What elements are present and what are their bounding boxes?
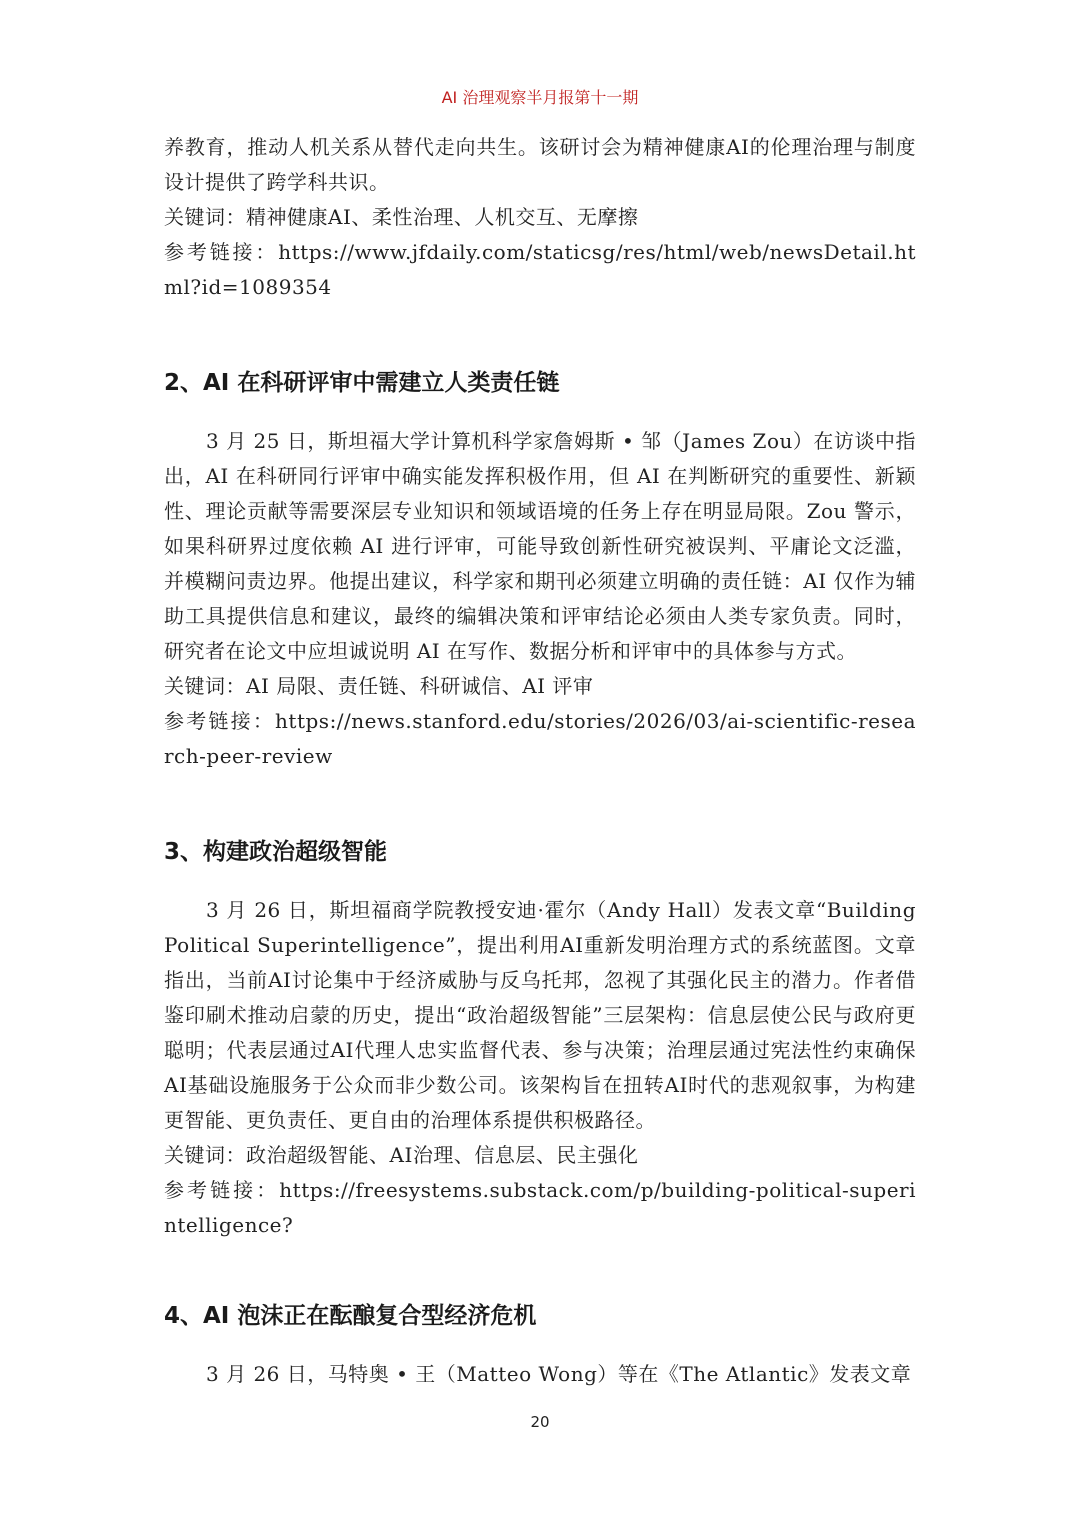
body-paragraph: 3 月 26 日，斯坦福商学院教授安迪·霍尔（Andy Hall）发表文章“Building Political Superintelligence”，提出利用AI重新发明治理方式的系统蓝图。文章指出，当前AI讨论集中于经济威胁与反乌托邦，忽视了其强化民主的潜力。作者借鉴印刷术推动启蒙的历史，提出“政治超级智能”三层架构：信息层使公民与政府更聪明；代表层通过AI代理人忠实监督代表、参与决策；治理层通过宪法性约束确保AI基础设施服务于公众而非少数公司。该架构旨在扭转AI时代的悲观叙事，为构建更智能、更负责任、更自由的治理体系提供积极路径。 bbox=[164, 898, 916, 1132]
keywords-line: 关键词：AI 局限、责任链、科研诚信、AI 评审 bbox=[164, 674, 594, 698]
page-number: 20 bbox=[530, 1413, 550, 1431]
section-3 bbox=[164, 836, 916, 1243]
running-header: AI 治理观察半月报第十一期 bbox=[441, 88, 639, 107]
section-heading: 3、构建政治超级智能 bbox=[164, 839, 388, 865]
keywords-line: 关键词：政治超级智能、AI治理、信息层、民主强化 bbox=[164, 1143, 639, 1167]
body-paragraph: 3 月 26 日，马特奥 • 王（Matteo Wong）等在《The Atlantic》发表文章 bbox=[206, 1362, 912, 1386]
reference-link[interactable]: 参考链接：https://www.jfdaily.com/staticsg/res/html/web/newsDetail.html?id=1089354 bbox=[164, 240, 916, 299]
page-content bbox=[164, 130, 916, 1392]
section-2 bbox=[164, 367, 916, 774]
section-heading: 2、AI 在科研评审中需建立人类责任链 bbox=[164, 370, 560, 396]
continued-section bbox=[164, 130, 916, 305]
reference-link[interactable]: 参考链接：https://news.stanford.edu/stories/2026/03/ai-scientific-research-peer-review bbox=[164, 709, 916, 768]
section-4 bbox=[164, 1300, 916, 1392]
section-heading: 4、AI 泡沫正在酝酿复合型经济危机 bbox=[164, 1303, 537, 1329]
keywords-line: 关键词：精神健康AI、柔性治理、人机交互、无摩擦 bbox=[164, 205, 639, 229]
body-paragraph: 养教育，推动人机关系从替代走向共生。该研讨会为精神健康AI的伦理治理与制度设计提供了跨学科共识。 bbox=[164, 135, 916, 194]
body-paragraph: 3 月 25 日，斯坦福大学计算机科学家詹姆斯 • 邹（James Zou）在访谈中指出，AI 在科研同行评审中确实能发挥积极作用，但 AI 在判断研究的重要性、新颖性、理论贡献等需要深层专业知识和领域语境的任务上存在明显局限。Zou 警示，如果科研界过度依赖 AI 进行评审，可能导致创新性研究被误判、平庸论文泛滥，并模糊问责边界。他提出建议，科学家和期刊必须建立明确的责任链：AI 仅作为辅助工具提供信息和建议，最终的编辑决策和评审结论必须由人类专家负责。同时，研究者在论文中应坦诚说明 AI 在写作、数据分析和评审中的具体参与方式。 bbox=[164, 429, 916, 663]
reference-link[interactable]: 参考链接：https://freesystems.substack.com/p/building-political-superintelligence? bbox=[164, 1178, 916, 1237]
